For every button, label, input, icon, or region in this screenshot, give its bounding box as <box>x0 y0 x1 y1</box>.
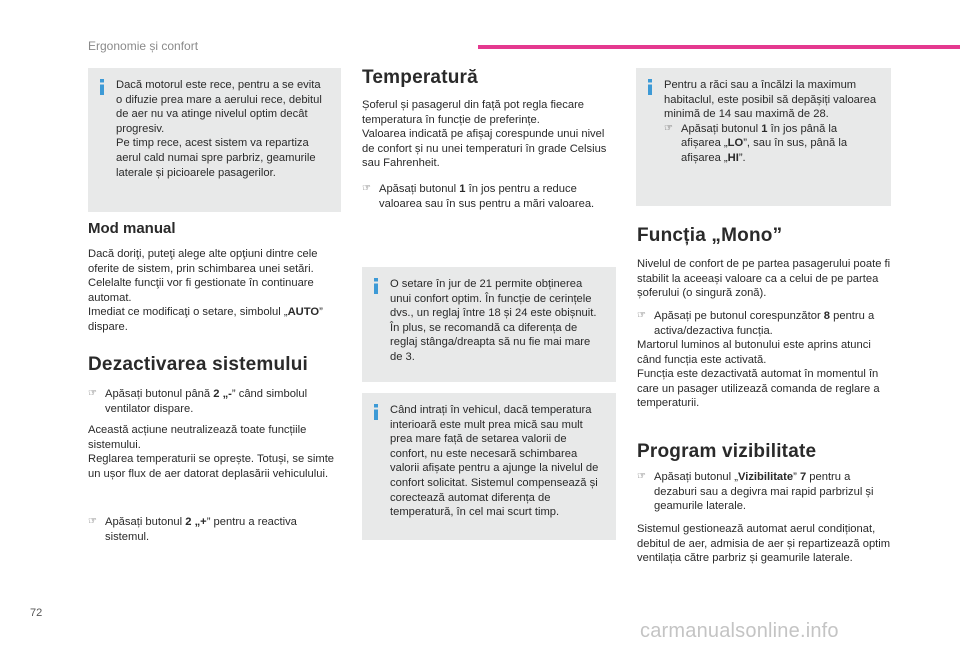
watermark: carmanualsonline.info <box>640 620 839 642</box>
bullet-mono <box>637 309 892 338</box>
bullet-vizibilitate <box>637 470 892 514</box>
bullet-text: Apăsați butonul „Vizibilitate” 7 pentru a dezaburi sau a degivra mai rapid parbrizul și geamurile laterale. <box>654 471 874 513</box>
mod-manual-text: Dacă doriţi, puteţi alege alte opţiuni dintre cele oferite de sistem, prin schimbarea unei setări. Celelalte funcţii vor fi gestionate în continuare automat. Imediat ce modificaţi o setare, simbolul „ <box>88 248 318 319</box>
mono-heading: Funcția „Mono” <box>637 225 783 246</box>
info-icon <box>645 79 655 95</box>
info-icon <box>371 278 381 294</box>
mono-paragraph-2: Martorul luminos al butonului este aprins atunci când funcția este activată. Funcția este dezactivată automat în momentul în care un pasager utilizează comanda de reglare a temperaturii. <box>637 339 880 410</box>
pointing-hand-bullet-icon: ☞ <box>88 388 97 399</box>
page-number: 72 <box>30 607 43 619</box>
note-text: O setare în jur de 21 permite obținerea unui confort optim. În funcție de cerințele dvs., un reglaj între 18 și 24 este obișnuit. În plus, se recomandă ca diferența de reglaj stânga/dreapta să nu fie mai mare de 3. <box>390 278 597 363</box>
pointing-hand-bullet-icon: ☞ <box>637 310 646 321</box>
pointing-hand-bullet-icon: ☞ <box>637 471 646 482</box>
dezactivare-paragraph: Această acțiune neutralizează toate funcțiile sistemului. Reglarea temperaturii se oprește. Totuși, se simte un ușor flux de aer datorat deplasării vehiculului. <box>88 424 335 480</box>
pointing-hand-bullet-icon: ☞ <box>88 516 97 527</box>
info-note-confort <box>362 267 616 382</box>
bullet-lo-hi <box>664 122 877 166</box>
auto-symbol: AUTO <box>287 306 320 319</box>
info-icon <box>97 79 107 95</box>
temperatura-heading: Temperatură <box>362 67 478 88</box>
mod-manual-paragraph <box>88 247 341 335</box>
dezactivare-heading: Dezactivarea sistemului <box>88 354 309 375</box>
program-paragraph: Sistemul gestionează automat aerul condiționat, debitul de aer, admisia de aer și repartizează optim ventilația către parbriz și geamurile laterale. <box>637 523 891 565</box>
bullet-text: Apăsați butonul 1 în jos pentru a reduce valoarea sau în sus pentru a mări valoarea. <box>379 183 595 210</box>
temperatura-paragraph: Șoferul și pasagerul din față pot regla fiecare temperatura în funcție de preferințe. Valoarea indicată pe afișaj corespunde unui nivel de confort și nu unei temperaturi în grade Celsius sau Fahrenheit. <box>362 99 607 170</box>
section-title: Ergonomie și confort <box>88 39 199 53</box>
info-note-cold-engine <box>88 68 341 212</box>
header-accent-bar <box>478 45 960 49</box>
note-text: Când intrați în vehicul, dacă temperatura interioară este mult prea mică sau mult prea mare față de setarea valorii de confort, nu este necesară schimbarea valorii afișate pentru a ajunge la nivelul de confort solicitat. Sistemul compensează și corectează automat diferența de temperatură, în cel mai scurt timp. <box>390 404 599 519</box>
info-note-compensare <box>362 393 616 540</box>
pointing-hand-bullet-icon: ☞ <box>362 183 371 194</box>
bullet-text: Apăsați butonul până 2 „-” când simbolul ventilator dispare. <box>105 388 308 415</box>
info-note-lo-hi <box>636 68 891 206</box>
bullet-dezactivare <box>88 387 341 416</box>
note-text: Dacă motorul este rece, pentru a se evita o difuzie prea mare a aerului rece, debitul de aer nu va atinge nivelul optim decât progresiv. Pe timp rece, acest sistem va repartiza aerul cald numai spre parbriz, geamurile laterale și picioarele pasagerilor. <box>116 79 322 179</box>
mod-manual-text-end: ” dispare. <box>88 306 323 333</box>
bullet-reactivare <box>88 515 341 544</box>
info-icon <box>371 404 381 420</box>
pointing-hand-bullet-icon: ☞ <box>664 122 673 134</box>
bullet-text: Apăsați butonul 2 „+” pentru a reactiva sistemul. <box>105 516 297 543</box>
bullet-text: Apăsați butonul 1 în jos până la afișarea „LO”, sau în sus, până la afișarea „HI”. <box>681 122 848 164</box>
note-text: Pentru a răci sau a încălzi la maximum habitaclul, este posibil să depășiți valoarea minimă de 14 sau maximă de 28. <box>664 79 877 121</box>
mod-manual-heading: Mod manual <box>88 220 176 237</box>
bullet-text: Apăsați pe butonul corespunzător 8 pentru a activa/dezactiva funcția. <box>654 310 875 337</box>
program-vizibilitate-heading: Program vizibilitate <box>637 441 817 462</box>
mono-paragraph: Nivelul de confort de pe partea pasagerului poate fi stabilit la aceeași valoare ca a celui de pe partea șoferului (o singură zonă). <box>637 258 891 300</box>
bullet-temperatura <box>362 182 617 211</box>
